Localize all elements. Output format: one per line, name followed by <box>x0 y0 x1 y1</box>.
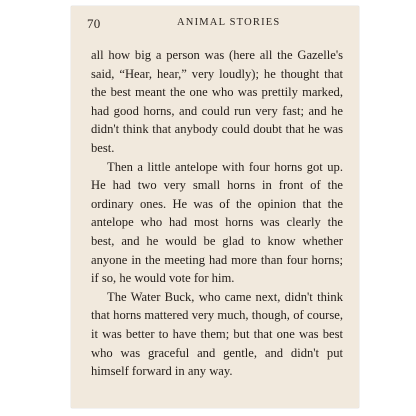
page-header <box>87 16 347 36</box>
running-head: ANIMAL STORIES <box>177 17 281 28</box>
page-number: 70 <box>87 16 101 31</box>
paragraph-3: The Water Buck, who came next, didn't think that horns mattered very much, though, of course, it was better to have them; but that one was best who was graceful and gentle, and didn't put himself forward in any way. <box>91 289 343 379</box>
paragraph-1: all how big a person was (here all the Gazelle's said, “Hear, hear,” very loudly); he thought that the best meant the one who was prettily marked, had good horns, and could run very fast; and he didn't think that anybody could doubt that he was best. <box>91 48 343 155</box>
page-body <box>91 46 343 381</box>
paragraph-2: Then a little antelope with four horns got up. He had two very small horns in front of the ordinary ones. He was of the opinion that the antelope who had most horns was clearly the best, and he would be glad to know whether anyone in the meeting had more than four horns; if so, he would vote for him. <box>91 159 343 286</box>
book-page <box>71 6 359 408</box>
